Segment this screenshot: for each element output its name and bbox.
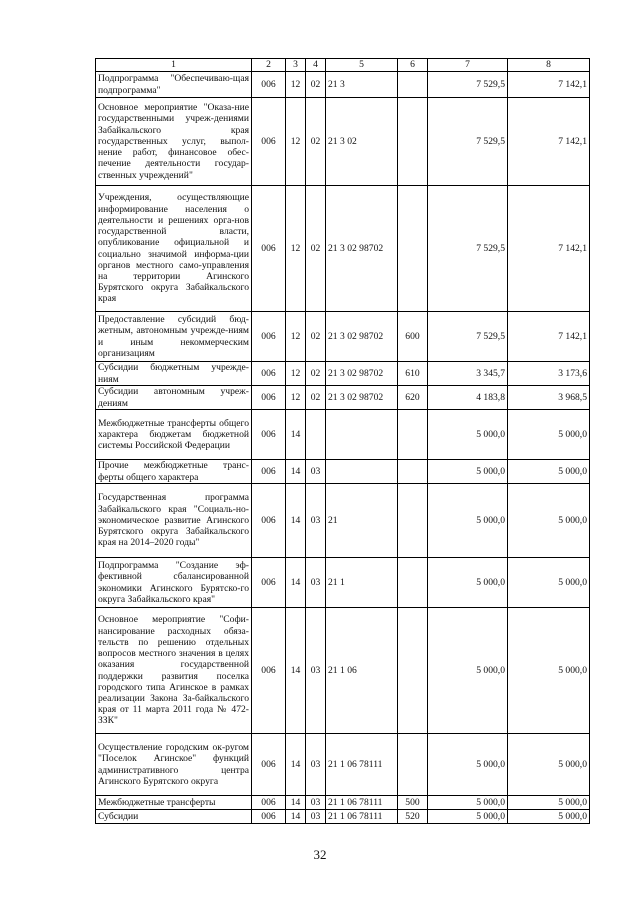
cell-amount-year-1: 3 345,7 <box>428 362 508 386</box>
cell-ministry-code: 006 <box>252 796 286 810</box>
table-row <box>96 98 590 186</box>
cell-amount-year-1: 4 183,8 <box>428 386 508 410</box>
cell-expense-type: 620 <box>398 386 428 410</box>
cell-name: Основное мероприятие "Софи-нансирование расходных обяза-тельств по решению отдельных вопросов местного значения в целях оказания государственной поддержки развития поселка городского типа Агинское в рамках реализации Закона За-байкальского края от 11 марта 2011 года № 472-ЗЗК" <box>96 608 252 734</box>
cell-section-code: 12 <box>286 386 306 410</box>
cell-name: Осуществление городским ок-ругом "Поселок Агинское" функций административного центра Агинского Бурятского округа <box>96 734 252 796</box>
cell-amount-year-1: 5 000,0 <box>428 410 508 460</box>
cell-amount-year-1: 5 000,0 <box>428 558 508 608</box>
cell-amount-year-1: 5 000,0 <box>428 796 508 810</box>
budget-table <box>95 58 590 824</box>
cell-amount-year-1: 5 000,0 <box>428 734 508 796</box>
cell-section-code: 12 <box>286 98 306 186</box>
cell-expense-type <box>398 410 428 460</box>
cell-section-code: 14 <box>286 460 306 484</box>
cell-amount-year-2: 7 142,1 <box>508 72 590 98</box>
table-row <box>96 186 590 312</box>
header-cell: 6 <box>398 59 428 72</box>
cell-subsection-code: 03 <box>306 460 326 484</box>
cell-amount-year-1: 5 000,0 <box>428 810 508 824</box>
table-row <box>96 312 590 362</box>
cell-expense-type <box>398 72 428 98</box>
cell-ministry-code: 006 <box>252 98 286 186</box>
cell-subsection-code: 03 <box>306 810 326 824</box>
table-row <box>96 484 590 558</box>
cell-name: Государственная программа Забайкальского края "Социаль-но-экономическое развитие Агинского Бурятского округа Забайкальского края на 2014–2020 годы" <box>96 484 252 558</box>
table-row <box>96 410 590 460</box>
cell-expense-type: 520 <box>398 810 428 824</box>
cell-target-item: 21 <box>326 484 398 558</box>
cell-amount-year-2: 5 000,0 <box>508 810 590 824</box>
table-row <box>96 72 590 98</box>
cell-amount-year-1: 5 000,0 <box>428 608 508 734</box>
cell-ministry-code: 006 <box>252 810 286 824</box>
cell-section-code: 14 <box>286 608 306 734</box>
cell-amount-year-2: 7 142,1 <box>508 186 590 312</box>
cell-name: Основное мероприятие "Оказа-ние государственными учреж-дениями Забайкальского края государственных услуг, выпол-нение работ, финансовое обес-печение деятельности государ-ственных учреждений" <box>96 98 252 186</box>
cell-target-item <box>326 410 398 460</box>
cell-subsection-code: 02 <box>306 312 326 362</box>
cell-section-code: 14 <box>286 484 306 558</box>
cell-amount-year-2: 5 000,0 <box>508 558 590 608</box>
cell-name: Субсидии <box>96 810 252 824</box>
cell-name: Межбюджетные трансферты <box>96 796 252 810</box>
header-cell: 7 <box>428 59 508 72</box>
document-page <box>95 58 589 824</box>
cell-target-item: 21 3 02 98702 <box>326 386 398 410</box>
cell-name: Учреждения, осуществляющие информирование населения о деятельности и решениях орга-нов государственной власти, опубликование официальной и социально значимой информа-ции органов местного само-управления на территории Агинского Бурятского округа Забайкальского края <box>96 186 252 312</box>
cell-section-code: 14 <box>286 410 306 460</box>
cell-amount-year-2: 5 000,0 <box>508 484 590 558</box>
cell-amount-year-2: 5 000,0 <box>508 734 590 796</box>
cell-subsection-code: 03 <box>306 484 326 558</box>
cell-name: Предоставление субсидий бюд-жетным, автономным учрежде-ниям и иным некоммерческим организациям <box>96 312 252 362</box>
cell-ministry-code: 006 <box>252 362 286 386</box>
cell-target-item: 21 3 02 98702 <box>326 312 398 362</box>
cell-ministry-code: 006 <box>252 386 286 410</box>
cell-name: Субсидии бюджетным учрежде-ниям <box>96 362 252 386</box>
cell-target-item: 21 3 02 98702 <box>326 186 398 312</box>
cell-ministry-code: 006 <box>252 734 286 796</box>
header-cell: 4 <box>306 59 326 72</box>
cell-section-code: 12 <box>286 312 306 362</box>
cell-subsection-code: 03 <box>306 608 326 734</box>
cell-subsection-code: 02 <box>306 362 326 386</box>
cell-expense-type <box>398 460 428 484</box>
table-row <box>96 460 590 484</box>
cell-subsection-code: 03 <box>306 796 326 810</box>
cell-subsection-code: 02 <box>306 186 326 312</box>
cell-amount-year-2: 5 000,0 <box>508 608 590 734</box>
table-row <box>96 810 590 824</box>
cell-section-code: 14 <box>286 810 306 824</box>
cell-target-item: 21 1 06 78111 <box>326 796 398 810</box>
cell-subsection-code <box>306 410 326 460</box>
cell-amount-year-2: 3 968,5 <box>508 386 590 410</box>
cell-name: Прочие межбюджетные транс-ферты общего характера <box>96 460 252 484</box>
cell-amount-year-2: 5 000,0 <box>508 460 590 484</box>
cell-ministry-code: 006 <box>252 484 286 558</box>
cell-amount-year-1: 5 000,0 <box>428 484 508 558</box>
cell-expense-type: 600 <box>398 312 428 362</box>
cell-ministry-code: 006 <box>252 186 286 312</box>
cell-expense-type <box>398 186 428 312</box>
cell-amount-year-1: 5 000,0 <box>428 460 508 484</box>
cell-section-code: 14 <box>286 558 306 608</box>
page-number: 32 <box>313 847 327 862</box>
cell-section-code: 12 <box>286 362 306 386</box>
cell-section-code: 14 <box>286 734 306 796</box>
cell-amount-year-2: 7 142,1 <box>508 98 590 186</box>
header-cell: 1 <box>96 59 252 72</box>
cell-ministry-code: 006 <box>252 558 286 608</box>
header-cell: 3 <box>286 59 306 72</box>
header-cell: 2 <box>252 59 286 72</box>
cell-expense-type <box>398 608 428 734</box>
cell-subsection-code: 02 <box>306 386 326 410</box>
cell-ministry-code: 006 <box>252 312 286 362</box>
cell-subsection-code: 03 <box>306 734 326 796</box>
table-row <box>96 558 590 608</box>
cell-amount-year-1: 7 529,5 <box>428 312 508 362</box>
cell-subsection-code: 02 <box>306 72 326 98</box>
cell-expense-type <box>398 734 428 796</box>
cell-expense-type: 500 <box>398 796 428 810</box>
cell-target-item: 21 1 <box>326 558 398 608</box>
cell-name: Подпрограмма "Обеспечиваю-щая подпрограмма" <box>96 72 252 98</box>
cell-expense-type: 610 <box>398 362 428 386</box>
cell-amount-year-2: 5 000,0 <box>508 410 590 460</box>
cell-expense-type <box>398 558 428 608</box>
table-row <box>96 796 590 810</box>
cell-target-item: 21 1 06 78111 <box>326 810 398 824</box>
cell-amount-year-1: 7 529,5 <box>428 72 508 98</box>
cell-name: Межбюджетные трансферты общего характера бюджетам бюджетной системы Российской Федерации <box>96 410 252 460</box>
cell-subsection-code: 02 <box>306 98 326 186</box>
table-row <box>96 386 590 410</box>
cell-section-code: 12 <box>286 72 306 98</box>
header-cell: 8 <box>508 59 590 72</box>
cell-amount-year-2: 7 142,1 <box>508 312 590 362</box>
cell-amount-year-2: 3 173,6 <box>508 362 590 386</box>
cell-target-item: 21 1 06 78111 <box>326 734 398 796</box>
cell-name: Субсидии автономным учреж-дениям <box>96 386 252 410</box>
table-row <box>96 608 590 734</box>
cell-ministry-code: 006 <box>252 410 286 460</box>
cell-expense-type <box>398 98 428 186</box>
cell-amount-year-2: 5 000,0 <box>508 796 590 810</box>
cell-target-item: 21 1 06 <box>326 608 398 734</box>
table-row <box>96 734 590 796</box>
cell-target-item: 21 3 02 98702 <box>326 362 398 386</box>
cell-amount-year-1: 7 529,5 <box>428 186 508 312</box>
cell-amount-year-1: 7 529,5 <box>428 98 508 186</box>
cell-target-item <box>326 460 398 484</box>
cell-ministry-code: 006 <box>252 608 286 734</box>
cell-ministry-code: 006 <box>252 72 286 98</box>
cell-section-code: 12 <box>286 186 306 312</box>
cell-subsection-code: 03 <box>306 558 326 608</box>
table-row <box>96 362 590 386</box>
cell-ministry-code: 006 <box>252 460 286 484</box>
cell-target-item: 21 3 <box>326 72 398 98</box>
table-header-row <box>96 59 590 72</box>
cell-expense-type <box>398 484 428 558</box>
header-cell: 5 <box>326 59 398 72</box>
cell-target-item: 21 3 02 <box>326 98 398 186</box>
cell-name: Подпрограмма "Создание эф-фективной сбалансированной экономики Агинского Бурятско-го округа Забайкальского края" <box>96 558 252 608</box>
cell-section-code: 14 <box>286 796 306 810</box>
